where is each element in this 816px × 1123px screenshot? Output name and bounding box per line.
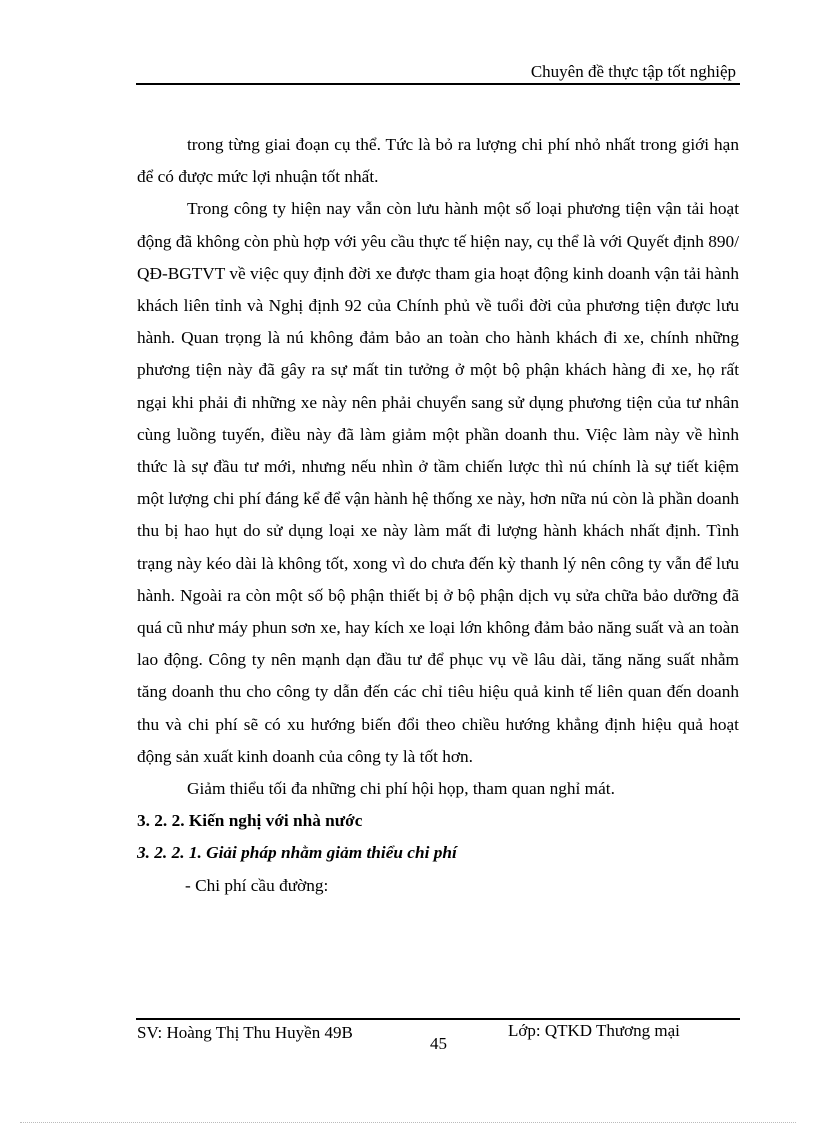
- footer-student: SV: Hoàng Thị Thu Huyền 49B: [137, 1023, 353, 1042]
- header-title: Chuyên đề thực tập tốt nghiệp: [530, 62, 736, 81]
- footer-rule: [136, 1018, 740, 1020]
- page-number: 45: [430, 1034, 447, 1053]
- header-rule: [136, 83, 740, 85]
- list-item-road-toll: - Chi phí cầu đường:: [185, 875, 329, 895]
- body-text: [137, 129, 739, 902]
- section-heading: 3. 2. 2. Kiến nghị với nhà nước: [137, 811, 363, 831]
- paragraph-vehicles: Trong công ty hiện nay vẫn còn lưu hành một số loại phương tiện vận tải hoạt động đã không còn phù hợp với yêu cầu thực tế hiện nay, cụ thể là với Quyết định 890/ QĐ-BGTVT về việc quy định đời xe được tham gia hoạt động kinh doanh vận tải hành khách liên tỉnh và Nghị định 92 của Chính phủ về tuổi đời của phương tiện được lưu hành. Quan trọng là nú không đảm bảo an toàn cho hành khách đi xe, chính những phương tiện này đã gây ra sự mất tin tưởng ở một bộ phận khách hàng đi xe, họ rất ngại khi phải đi những xe này nên phải chuyển sang sử dụng phương tiện của tư nhân cùng luồng tuyến, điều này đã làm giảm một phần doanh thu. Việc làm này về hình thức là sự đầu tư mới, nhưng nếu nhìn ở tầm chiến lược thì nú chính là sự tiết kiệm một lượng chi phí đáng kể để vận hành hệ thống xe này, hơn nữa nú còn là phần doanh thu bị hao hụt do sử dụng loại xe này làm mất đi lượng hành khách nhất định. Tình trạng này kéo dài là không tốt, xong vì do chưa đến kỳ thanh lý nên công ty vẫn để lưu hành. Ngoài ra còn một số bộ phận thiết bị ở bộ phận dịch vụ sửa chữa bảo dưỡng đã quá cũ như máy phun sơn xe, hay kích xe loại lớn không đảm bảo năng suất và an toàn lao động. Công ty nên mạnh dạn đầu tư để phục vụ về lâu dài, tăng năng suất nhằm tăng doanh thu cho công ty dẫn đến các chỉ tiêu hiệu quả kinh tế liên quan đến doanh thu và chi phí sẽ có xu hướng biến đổi theo chiều hướng khẳng định hiệu quả hoạt động sản xuất kinh doanh của công ty là tốt hơn.: [137, 199, 739, 766]
- footer-class: Lớp: QTKD Thương mại: [508, 1021, 680, 1040]
- paragraph-continued: trong từng giai đoạn cụ thể. Tức là bỏ ra lượng chi phí nhỏ nhất trong giới hạn để có được mức lợi nhuận tốt nhất.: [137, 135, 739, 187]
- subsection-heading: 3. 2. 2. 1. Giải pháp nhằm giảm thiểu chi phí: [137, 843, 457, 863]
- paragraph-meeting-costs: Giảm thiểu tối đa những chi phí hội họp, tham quan nghỉ mát.: [187, 779, 615, 799]
